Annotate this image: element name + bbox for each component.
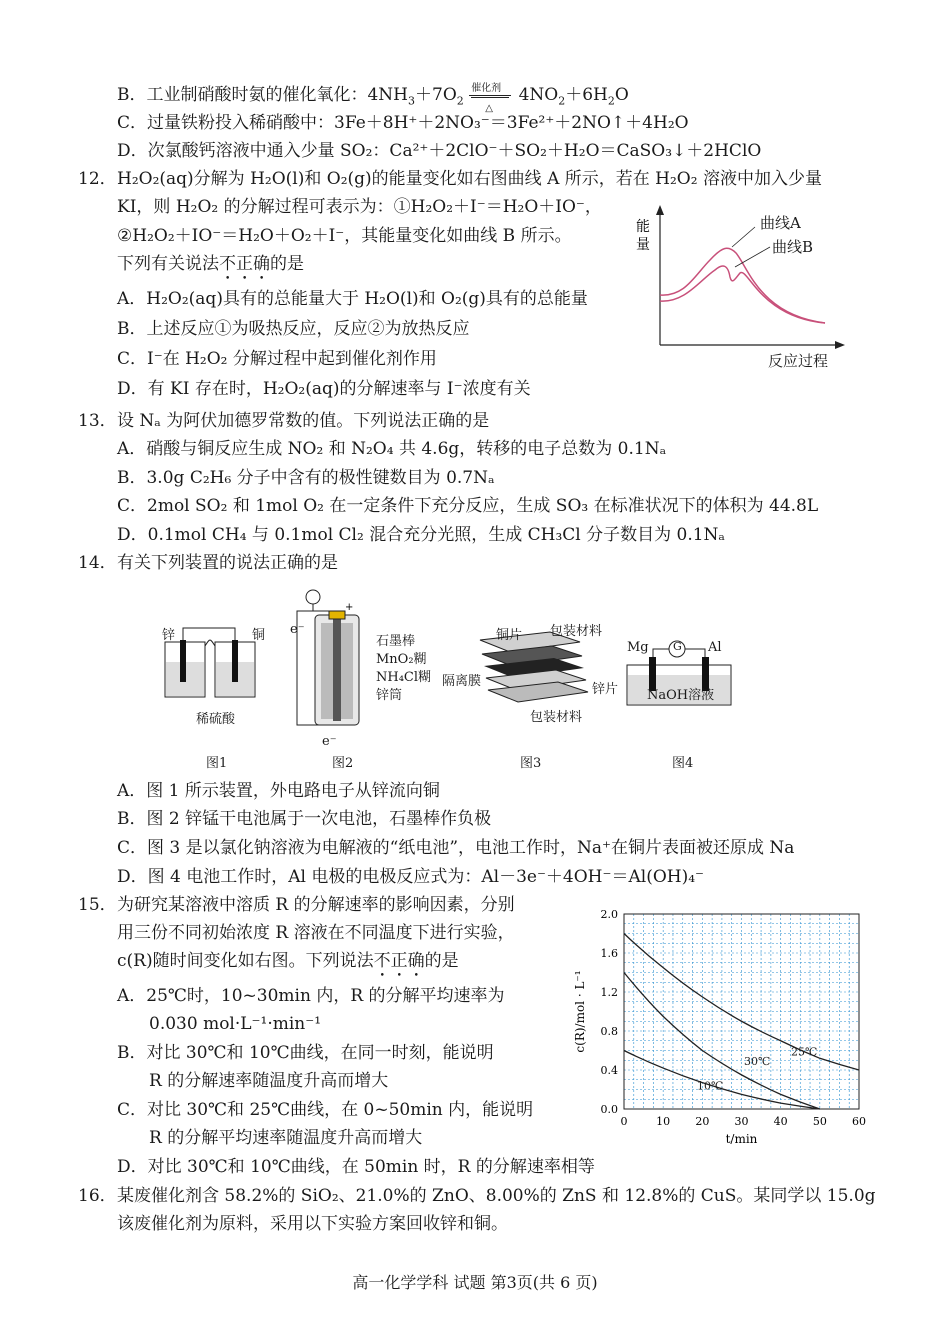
fig2-plus: + (345, 602, 354, 613)
fig1-copper-electrode (232, 640, 238, 682)
series-label: 30℃ (744, 1055, 771, 1069)
y-axis-label: c(R)/mol · L⁻¹ (573, 970, 587, 1053)
fig1-copper-label: 铜 (252, 628, 266, 643)
fig1-caption: 图1 (206, 756, 228, 771)
q15-stem-line2: 用三份不同初始浓度 R 溶液在不同温度下进行实验， (117, 923, 515, 943)
q15-option-a-line1: A．25℃时，10~30min 内，R 的分解平均速率为 (117, 986, 505, 1006)
q12-emphasis: 不正确 (219, 254, 270, 274)
fig3-paper-battery (470, 630, 590, 710)
fig1-salt-bridge (205, 640, 215, 646)
x-tick-label: 20 (695, 1115, 710, 1128)
fig2-zinc-label: 锌筒 (376, 688, 403, 703)
fig2-caption: 图2 (332, 756, 354, 771)
q13-option-b: B．3.0g C₂H₆ 分子中含有的极性键数目为 0.7Nₐ (117, 468, 495, 488)
x-tick-label: 60 (852, 1115, 866, 1128)
curve-b-leader (735, 247, 770, 267)
heat-symbol: △ (485, 102, 493, 114)
y-tick-label: 0.8 (600, 1025, 618, 1038)
x-tick-label: 50 (812, 1115, 827, 1128)
q16-stem-line1: 某废催化剂含 58.2%的 SiO₂、21.0%的 ZnO、8.00%的 ZnS 和 12.8%的 CuS。某同学以 15.0g (117, 1186, 876, 1206)
fig4-al-label: Al (708, 640, 722, 655)
concentration-chart (560, 900, 880, 1160)
fig1-zinc-label: 锌 (162, 628, 176, 643)
q15-option-c-line1: C．对比 30℃和 25℃曲线，在 0~50min 内，能说明 (117, 1100, 534, 1120)
q14-option-a: A．图 1 所示装置，外电路电子从锌流向铜 (117, 781, 440, 801)
fig2-electron-bottom: e⁻ (322, 734, 337, 749)
q15-number: 15． (78, 895, 117, 915)
curve-b-path (660, 266, 825, 323)
q15-option-c-line2: R 的分解平均速率随温度升高而增大 (149, 1128, 423, 1148)
fig4-wire-right (685, 649, 705, 657)
q12-option-c: C．I⁻在 H₂O₂ 分解过程中起到催化剂作用 (117, 349, 437, 369)
fig1-acid-label: 稀硫酸 (196, 712, 236, 727)
fig3-pack-bottom-label: 包装材料 (530, 710, 583, 725)
q12-option-b: B．上述反应①为吸热反应，反应②为放热反应 (117, 319, 470, 339)
fig1-wire (183, 628, 235, 640)
curve-a-label: 曲线A (760, 214, 801, 232)
x-tick-label: 40 (773, 1115, 788, 1128)
q14-stem: 有关下列装置的说法正确的是 (117, 553, 338, 573)
q11-option-b: B．工业制硝酸时氨的催化氧化：$4NH_3+7O_2$ 催化剂 △ $4NO_2+6H_2O$ (117, 84, 629, 106)
q13-number: 13． (78, 411, 117, 431)
catalyst-label: 催化剂 (471, 82, 502, 94)
energy-y-label-1: 能 (636, 219, 650, 235)
q15-option-b-line2: R 的分解速率随温度升高而增大 (149, 1071, 389, 1091)
q13-stem: 设 Nₐ 为阿伏加德罗常数的值。下列说法正确的是 (117, 411, 490, 431)
q16-number: 16． (78, 1186, 117, 1206)
fig3-pack-top-label: 包装材料 (550, 624, 603, 639)
fig4-g-label: G (673, 640, 682, 653)
curve-b-label: 曲线B (772, 238, 814, 256)
q13-option-c: C．2mol SO₂ 和 1mol O₂ 在一定条件下充分反应，生成 SO₃ 在标准状况下的体积为 44.8L (117, 496, 819, 516)
y-tick-label: 0.4 (600, 1064, 618, 1077)
fig2-graphite-rod (333, 617, 341, 721)
x-tick-label: 10 (656, 1115, 671, 1128)
reaction-arrow (469, 82, 513, 114)
x-tick-label: 0 (620, 1115, 628, 1128)
q12-stem-line1: H₂O₂(aq)分解为 H₂O(l)和 O₂(g)的能量变化如右图曲线 A 所示，若在 H₂O₂ 溶液中加入少量 (117, 169, 822, 189)
q14-option-d: D．图 4 电池工作时，Al 电极的电极反应式为：Al－3e⁻＋4OH⁻＝Al(OH)₄⁻ (117, 867, 705, 887)
q15-emphasis: 不正确 (373, 951, 425, 971)
q12-stem-post: 的是 (270, 254, 304, 274)
q14-option-c: C．图 3 是以氯化钠溶液为电解液的“纸电池”，电池工作时，Na⁺在铜片表面被还原成 Na (117, 838, 795, 858)
q14-number: 14． (78, 553, 117, 573)
fig2-nh4cl-label: NH₄Cl糊 (376, 670, 432, 685)
q15-stem-pre: c(R)随时间变化如右图。下列说法 (117, 951, 374, 971)
q12-stem-pre: 下列有关说法 (117, 254, 219, 274)
q16-stem-line2: 该废催化剂为原料，采用以下实验方案回收锌和铜。 (117, 1214, 508, 1234)
q13-option-d: D．0.1mol CH₄ 与 0.1mol Cl₂ 混合充分光照，生成 CH₃Cl 分子数目为 0.1Nₐ (117, 525, 725, 545)
fig1-zinc-electrode (180, 640, 186, 682)
q12-stem-line2: KI，则 H₂O₂ 的分解过程可表示为：①H₂O₂＋I⁻＝H₂O＋IO⁻， (117, 197, 602, 217)
fig3-zinc-label: 锌片 (592, 682, 619, 697)
fig4-wire-left (653, 649, 669, 657)
q13-option-a: A．硝酸与铜反应生成 NO₂ 和 N₂O₄ 共 4.6g，转移的电子总数为 0.1Nₐ (117, 439, 667, 459)
curve-a-path (660, 248, 825, 323)
fig2-bulb (306, 590, 320, 604)
y-tick-label: 2.0 (600, 908, 618, 921)
q15-option-d: D．对比 30℃和 10℃曲线，在 50min 时，R 的分解速率相等 (117, 1157, 595, 1177)
fig4-solution-label: NaOH溶液 (647, 688, 715, 703)
fig3-caption: 图3 (520, 756, 542, 771)
q12-number: 12． (78, 169, 117, 189)
fig2-dry-cell (285, 585, 375, 745)
q12-stem-line3: ②H₂O₂＋IO⁻＝H₂O＋O₂＋I⁻，其能量变化如曲线 B 所示。 (117, 226, 572, 246)
energy-y-arrow (656, 205, 664, 215)
q12-stem-line4 (117, 253, 304, 284)
q15-stem-line1: 为研究某溶液中溶质 R 的分解速率的影响因素，分别 (117, 895, 515, 915)
q12-option-a: A．H₂O₂(aq)具有的总能量大于 H₂O(l)和 O₂(g)具有的总能量 (117, 289, 588, 309)
fig2-graphite-label: 石墨棒 (376, 634, 416, 649)
fig2-electron-top: e⁻ (290, 622, 305, 637)
q11-option-c: C．过量铁粉投入稀硝酸中：3Fe＋8H⁺＋2NO₃⁻＝3Fe²⁺＋2NO↑＋4H₂O (117, 113, 689, 133)
y-tick-label: 1.6 (600, 947, 618, 960)
series-label: 25℃ (791, 1045, 818, 1059)
q12-option-d: D．有 KI 存在时，H₂O₂(aq)的分解速率与 I⁻浓度有关 (117, 379, 531, 399)
q15-option-a-line2: 0.030 mol·L⁻¹·min⁻¹ (149, 1014, 322, 1034)
fig3-membrane-label: 隔离膜 (442, 674, 482, 689)
x-tick-label: 30 (734, 1115, 749, 1128)
energy-x-label: 反应过程 (768, 352, 829, 370)
fig2-mno2-label: MnO₂糊 (376, 652, 427, 667)
series-label: 10℃ (697, 1079, 724, 1093)
y-tick-label: 0.0 (600, 1103, 618, 1116)
q15-stem-line3 (117, 950, 459, 981)
q14-option-b: B．图 2 锌锰干电池属于一次电池，石墨棒作负极 (117, 809, 492, 829)
q15-stem-post: 的是 (424, 951, 459, 971)
q11-b-prefix: B．工业制硝酸时氨的催化氧化：4NH (117, 85, 409, 105)
curve-a-leader (732, 227, 755, 247)
fig4-caption: 图4 (672, 756, 694, 771)
energy-x-arrow (835, 341, 845, 349)
x-axis-label: t/min (725, 1132, 758, 1146)
y-tick-label: 1.2 (600, 986, 618, 999)
page-footer: 高一化学学科 试题 第3页(共 6 页) (352, 1273, 598, 1292)
q11-option-d: D．次氯酸钙溶液中通入少量 SO₂：Ca²⁺＋2ClO⁻＋SO₂＋H₂O＝CaSO₃↓＋2HClO (117, 141, 762, 161)
fig2-cap (329, 611, 345, 619)
fig4-mg-label: Mg (627, 640, 649, 655)
energy-y-label-2: 量 (636, 237, 650, 253)
q15-option-b-line1: B．对比 30℃和 10℃曲线，在同一时刻，能说明 (117, 1043, 494, 1063)
fig3-copper-label: 铜片 (496, 628, 523, 643)
